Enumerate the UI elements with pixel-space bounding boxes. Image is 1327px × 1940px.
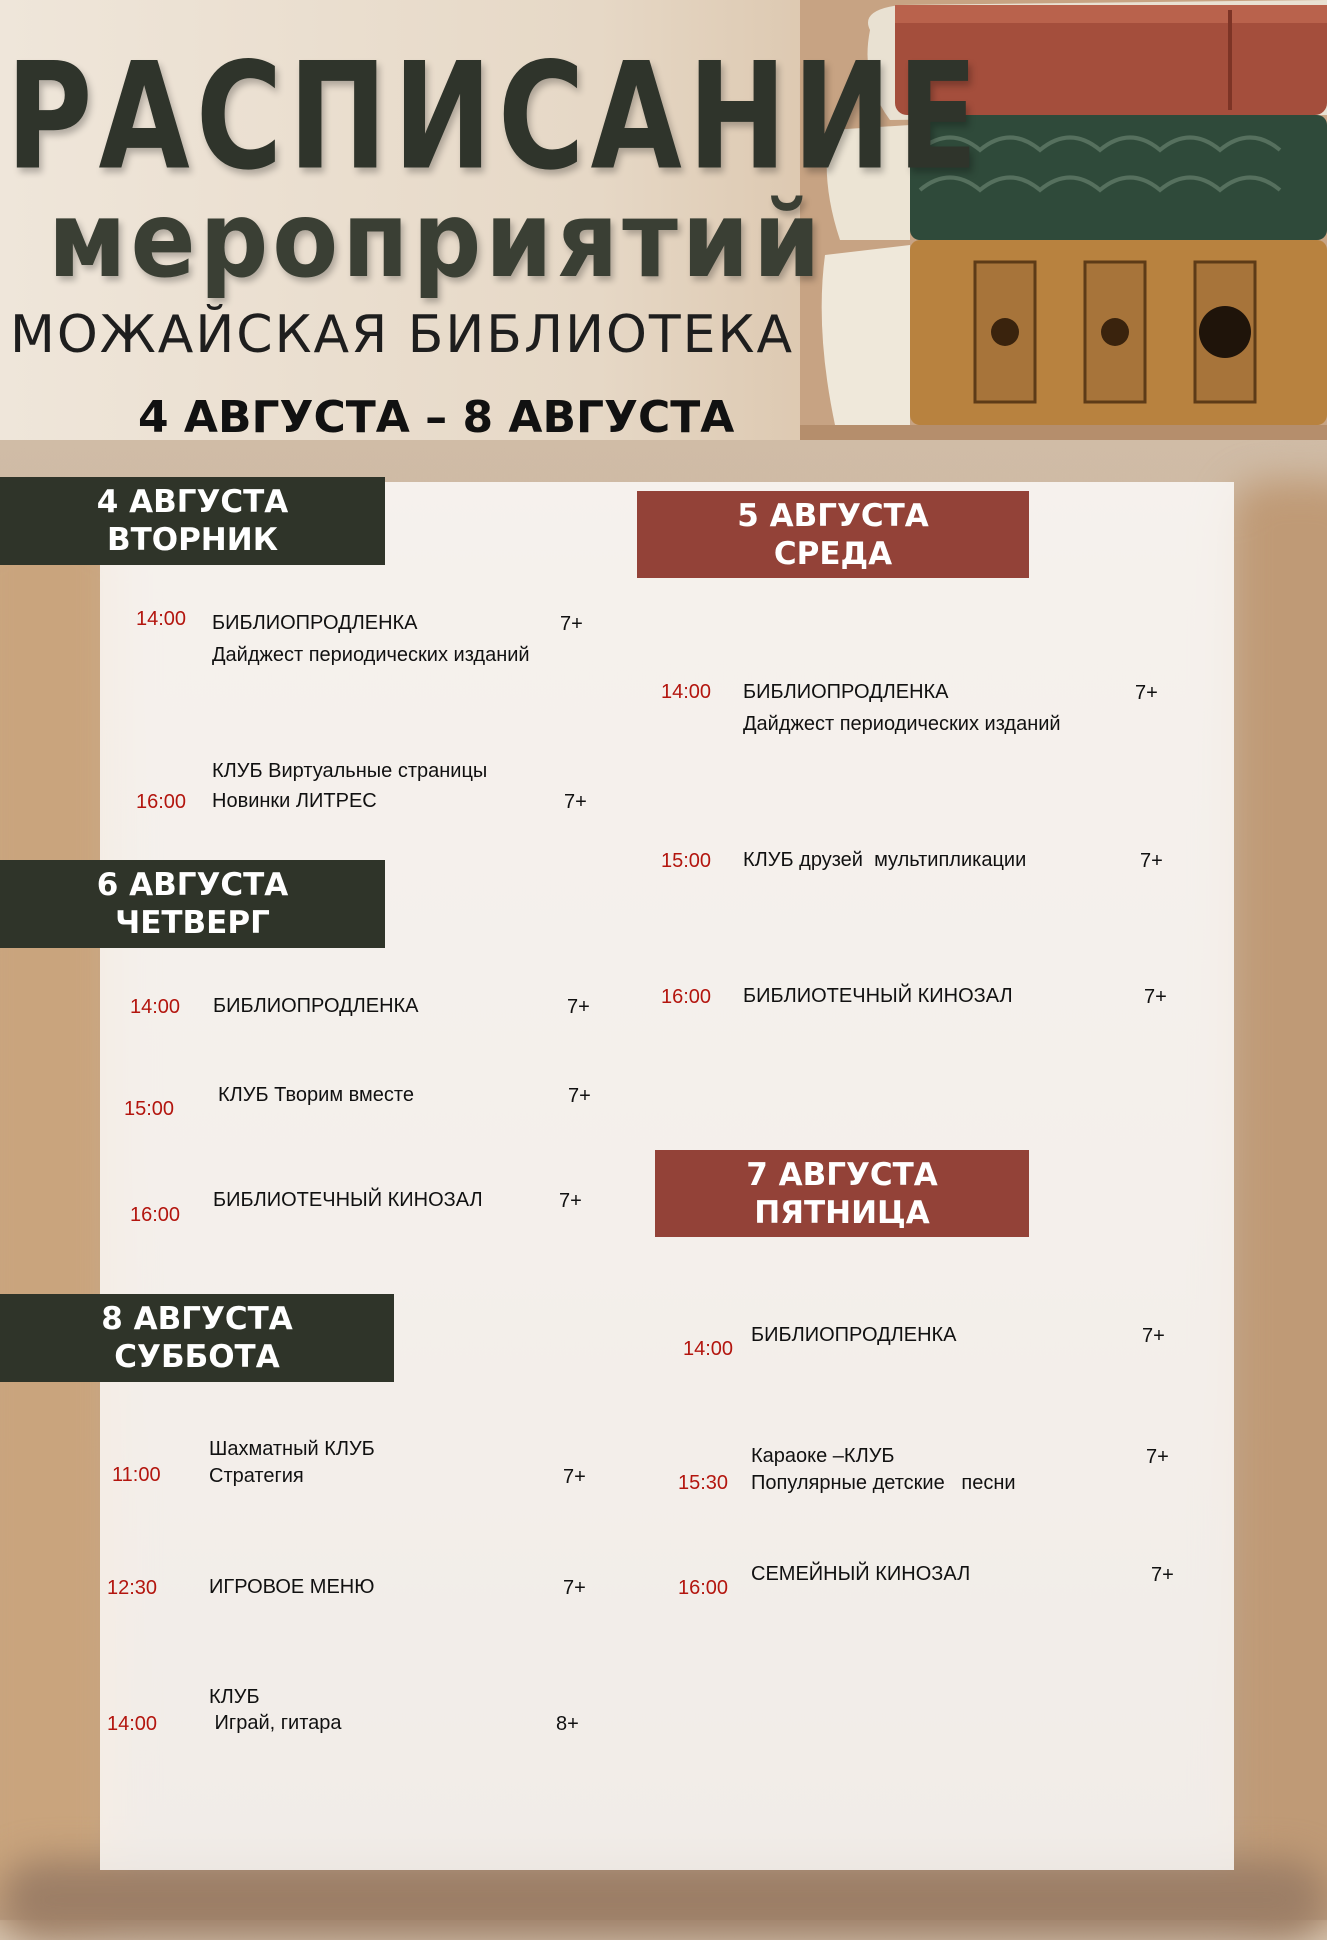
event-time: 14:00 [136,608,187,630]
day-header-aug-4 [0,477,385,565]
event-subtitle: Популярные детские песни [751,1472,1016,1494]
event-title: БИБЛИОПРОДЛЕНКА [743,681,949,703]
age-rating: 7+ [1151,1564,1174,1586]
event-time: 11:00 [112,1464,161,1486]
event-time: 15:00 [661,850,712,872]
age-rating: 7+ [1142,1325,1165,1347]
event-title: КЛУБ [209,1686,260,1708]
age-rating: 7+ [563,1577,586,1599]
day-date: 7 АВГУСТА [746,1156,938,1193]
event-subtitle: Новинки ЛИТРЕС [212,790,377,812]
event-time: 12:30 [107,1577,158,1599]
event-subtitle: Играй, гитара [209,1712,342,1734]
age-rating: 7+ [567,996,590,1018]
event-time: 16:00 [136,791,187,813]
age-rating: 7+ [1144,986,1167,1008]
day-date: 6 АВГУСТА [96,867,289,903]
event-subtitle: Дайджест периодических изданий [743,713,1061,735]
event-time: 14:00 [661,681,712,703]
event-title: БИБЛИОПРОДЛЕНКА [212,612,418,634]
day-weekday: ПЯТНИЦА [754,1194,930,1231]
day-header-aug-7 [655,1150,1029,1237]
event-title: КЛУБ Творим вместе [218,1084,414,1106]
event-subtitle: Стратегия [209,1465,304,1487]
event-time: 14:00 [683,1338,734,1360]
event-title: Караоке –КЛУБ [751,1445,895,1467]
day-weekday: ЧЕТВЕРГ [115,905,270,941]
event-title: БИБЛИОПРОДЛЕНКА [213,995,419,1017]
header-banner [0,0,1327,440]
event-time: 15:00 [124,1098,175,1120]
library-name: МОЖАЙСКАЯ БИБЛИОТЕКА [10,305,795,365]
background-shelf [1230,480,1327,1920]
age-rating: 7+ [559,1190,582,1212]
event-title: БИБЛИОПРОДЛЕНКА [751,1324,957,1346]
page-title: РАСПИСАНИЕ [6,30,984,203]
age-rating: 7+ [568,1085,591,1107]
event-time: 16:00 [661,986,712,1008]
event-title: БИБЛИОТЕЧНЫЙ КИНОЗАЛ [213,1189,483,1211]
day-weekday: ВТОРНИК [106,522,279,558]
event-title: КЛУБ Виртуальные страницы [212,760,488,782]
event-subtitle: Дайджест периодических изданий [212,644,530,666]
day-weekday: СРЕДА [773,535,893,572]
event-title: ИГРОВОЕ МЕНЮ [209,1576,375,1598]
event-time: 14:00 [107,1713,158,1735]
event-time: 15:30 [678,1472,729,1494]
day-date: 5 АВГУСТА [737,497,929,534]
age-rating: 7+ [563,1466,586,1488]
day-header-aug-8 [0,1294,394,1382]
day-weekday: СУББОТА [114,1339,280,1375]
background-shelf [0,1860,1327,1940]
event-title: БИБЛИОТЕЧНЫЙ КИНОЗАЛ [743,985,1013,1007]
age-rating: 7+ [1146,1446,1169,1468]
age-rating: 8+ [556,1713,579,1735]
age-rating: 7+ [564,791,587,813]
date-range: 4 АВГУСТА – 8 АВГУСТА [138,392,735,440]
event-time: 16:00 [130,1204,181,1226]
event-title: СЕМЕЙНЫЙ КИНОЗАЛ [751,1563,971,1585]
age-rating: 7+ [560,613,583,635]
day-date: 4 АВГУСТА [96,484,289,520]
event-time: 14:00 [130,996,181,1018]
page-subtitle: мероприятий [48,178,825,302]
event-time: 16:00 [678,1577,729,1599]
day-date: 8 АВГУСТА [101,1301,293,1337]
event-title: КЛУБ друзей мультипликации [743,849,1027,871]
age-rating: 7+ [1140,850,1163,872]
event-title: Шахматный КЛУБ [209,1438,375,1460]
day-header-aug-5 [637,491,1029,578]
age-rating: 7+ [1135,682,1158,704]
day-header-aug-6 [0,860,385,948]
